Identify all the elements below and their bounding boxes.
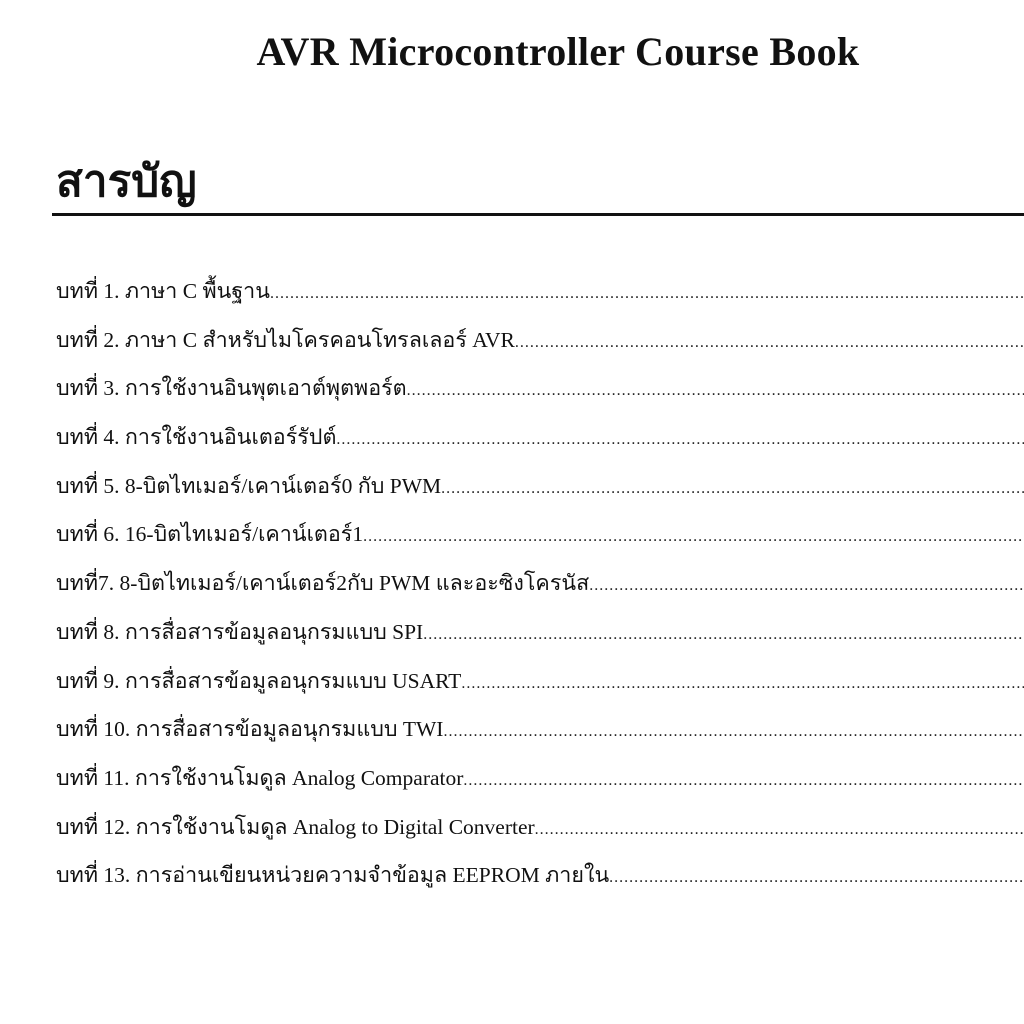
toc-entry-label: บทที่ 1. ภาษา C พื้นฐาน	[56, 279, 270, 303]
toc-dot-leader	[270, 285, 1024, 303]
toc-entry-label: บทที่ 3. การใช้งานอินพุตเอาต์พุตพอร์ต	[56, 376, 407, 401]
toc-entry-label: บทที่ 8. การสื่อสารข้อมูลอนุกรมแบบ SPI	[56, 619, 424, 644]
toc-entry-label: บทที่ 2. ภาษา C สำหรับไมโครคอนโทรลเลอร์ AVR	[56, 327, 515, 352]
toc-entry[interactable]	[56, 517, 1024, 566]
toc-entry[interactable]	[56, 469, 1024, 518]
toc-entry-label: บทที่ 12. การใช้งานโมดูล Analog to Digital Converter	[56, 814, 535, 839]
toc-entry-label: บทที่ 6. 16-บิตไทเมอร์/เคาน์เตอร์1	[56, 522, 364, 547]
toc-entry-label: บทที่ 4. การใช้งานอินเตอร์รัปต์	[56, 425, 337, 450]
toc-dot-leader	[515, 334, 1024, 352]
toc-entry-label: บทที่ 10. การสื่อสารข้อมูลอนุกรมแบบ TWI	[56, 717, 444, 742]
toc-entry[interactable]	[56, 274, 1024, 323]
toc-dot-leader	[336, 431, 1024, 449]
toc-entry[interactable]	[56, 371, 1024, 420]
toc-entry[interactable]	[56, 615, 1024, 664]
toc-dot-leader	[423, 626, 1024, 644]
toc-entry[interactable]	[56, 761, 1024, 810]
toc-entry[interactable]	[56, 712, 1024, 761]
toc-entry[interactable]	[56, 810, 1024, 859]
toc-entry[interactable]	[56, 858, 1024, 907]
toc-dot-leader	[407, 382, 1024, 400]
toc-heading: สารบัญ	[56, 157, 197, 206]
toc-dot-leader	[443, 723, 1024, 741]
toc-list	[56, 274, 1024, 907]
toc-dot-leader	[589, 577, 1024, 595]
toc-dot-leader	[463, 772, 1024, 790]
toc-dot-leader	[535, 821, 1024, 839]
toc-entry-label: บทที่ 13. การอ่านเขียนหน่วยความจำข้อมูล EEPROM ภายใน	[56, 863, 610, 888]
toc-entry[interactable]	[56, 420, 1024, 469]
toc-entry[interactable]	[56, 566, 1024, 615]
toc-dot-leader	[461, 675, 1024, 693]
toc-entry-label: บทที่7. 8-บิตไทเมอร์/เคาน์เตอร์2กับ PWM และอะซิงโครนัส	[56, 571, 590, 596]
toc-dot-leader	[609, 869, 1024, 887]
heading-divider	[52, 213, 1024, 216]
toc-entry-label: บทที่ 11. การใช้งานโมดูล Analog Comparator	[56, 765, 464, 790]
toc-entry-label: บทที่ 9. การสื่อสารข้อมูลอนุกรมแบบ USART	[56, 668, 462, 693]
toc-entry[interactable]	[56, 664, 1024, 713]
toc-entry[interactable]	[56, 323, 1024, 372]
toc-dot-leader	[363, 528, 1024, 546]
toc-entry-label: บทที่ 5. 8-บิตไทเมอร์/เคาน์เตอร์0 กับ PWM	[56, 473, 442, 498]
book-title: AVR Microcontroller Course Book	[256, 29, 860, 74]
toc-dot-leader	[441, 480, 1024, 498]
